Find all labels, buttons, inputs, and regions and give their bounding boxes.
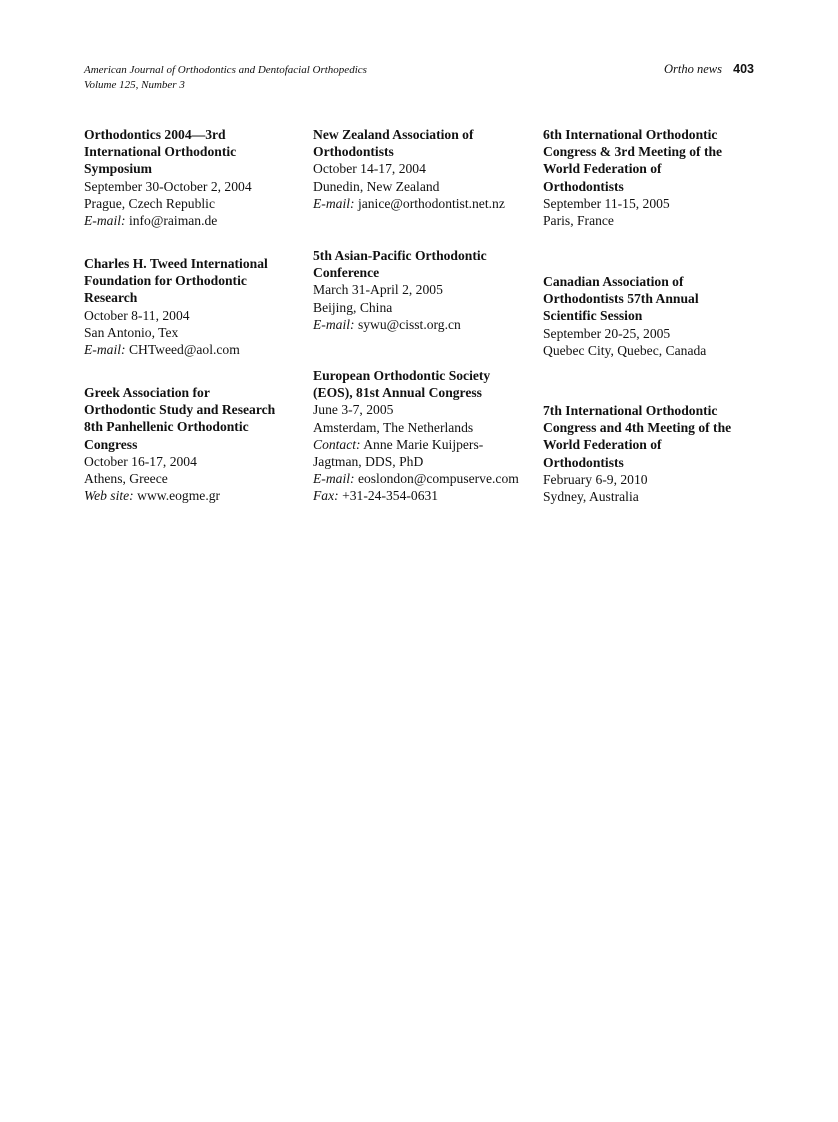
journal-volume: Volume 125, Number 3 — [84, 79, 185, 91]
event-dates: September 20-25, 2005 — [543, 325, 671, 341]
event-fax — [313, 487, 538, 504]
event-entry — [313, 247, 538, 333]
event-title: 5th Asian-Pacific Orthodontic Conference — [313, 248, 487, 281]
event-entry — [543, 126, 768, 229]
contact-email[interactable]: sywu@cisst.org.cn — [357, 316, 461, 332]
event-contact — [313, 195, 538, 212]
event-location: Beijing, China — [313, 299, 393, 315]
journal-title: American Journal of Orthodontics and Dentofacial Orthopedics — [84, 64, 367, 76]
event-location: Athens, Greece — [84, 471, 168, 487]
event-location: Sydney, Australia — [543, 489, 639, 505]
contact-email[interactable]: CHTweed@aol.com — [128, 342, 240, 358]
event-entry — [84, 384, 309, 504]
contact-label: Web site: — [84, 488, 134, 504]
event-title: European Orthodontic Society (EOS), 81st Annual Congress — [313, 368, 491, 401]
contact-person: Anne Marie Kuijpers- Jagtman, DDS, PhD — [313, 436, 484, 470]
event-contact — [84, 212, 309, 229]
event-title: New Zealand Association of Orthodontists — [313, 127, 474, 160]
fax-number: +31-24-354-0631 — [342, 488, 439, 504]
contact-label: E-mail: — [313, 316, 355, 332]
contact-email[interactable]: info@raiman.de — [128, 213, 218, 229]
event-location: Prague, Czech Republic — [84, 195, 215, 211]
event-title: Charles H. Tweed International Foundation for Orthodontic Research — [84, 256, 268, 306]
event-contact — [313, 436, 538, 470]
event-location: Amsterdam, The Netherlands — [313, 419, 474, 435]
event-title: Greek Association for Orthodontic Study and Research 8th Panhellenic Orthodontic Congress — [84, 385, 276, 452]
event-entry — [313, 126, 538, 212]
event-location: San Antonio, Tex — [84, 324, 179, 340]
event-entry — [543, 273, 768, 359]
event-dates: March 31-April 2, 2005 — [313, 282, 443, 298]
event-location: Paris, France — [543, 213, 614, 229]
event-dates: September 30-October 2, 2004 — [84, 178, 252, 194]
contact-label: E-mail: — [84, 342, 126, 358]
website-link[interactable]: www.eogme.gr — [137, 488, 221, 504]
event-dates: October 16-17, 2004 — [84, 453, 197, 469]
event-entry — [313, 367, 538, 505]
contact-label: E-mail: — [313, 195, 355, 211]
event-location: Quebec City, Quebec, Canada — [543, 342, 707, 358]
event-contact — [313, 316, 538, 333]
event-dates: October 14-17, 2004 — [313, 161, 426, 177]
event-entry — [84, 255, 309, 358]
page-number: 403 — [733, 62, 754, 76]
event-dates: September 11-15, 2005 — [543, 195, 670, 211]
event-title: 7th International Orthodontic Congress and 4th Meeting of the World Federation of Orthodontists — [543, 403, 732, 470]
email-label: E-mail: — [313, 471, 355, 487]
event-contact — [84, 487, 309, 504]
event-dates: February 6-9, 2010 — [543, 471, 648, 487]
event-location: Dunedin, New Zealand — [313, 178, 440, 194]
event-title: 6th International Orthodontic Congress & 3rd Meeting of the World Federation of Orthodontists — [543, 127, 723, 194]
event-email — [313, 470, 538, 487]
event-contact — [84, 341, 309, 358]
event-title: Orthodontics 2004—3rd International Orthodontic Symposium — [84, 127, 237, 177]
event-dates: June 3-7, 2005 — [313, 402, 394, 418]
event-dates: October 8-11, 2004 — [84, 307, 190, 323]
running-header-journal — [84, 63, 367, 93]
running-header-page — [664, 62, 754, 77]
contact-label: E-mail: — [84, 213, 126, 229]
contact-label: Contact: — [313, 436, 361, 452]
event-title: Canadian Association of Orthodontists 57th Annual Scientific Session — [543, 274, 699, 324]
fax-label: Fax: — [313, 488, 339, 504]
contact-email[interactable]: eoslondon@compuserve.com — [357, 471, 519, 487]
section-name: Ortho news — [664, 62, 723, 76]
contact-email[interactable]: janice@orthodontist.net.nz — [357, 195, 505, 211]
event-entry — [84, 126, 309, 229]
event-entry — [543, 402, 768, 505]
